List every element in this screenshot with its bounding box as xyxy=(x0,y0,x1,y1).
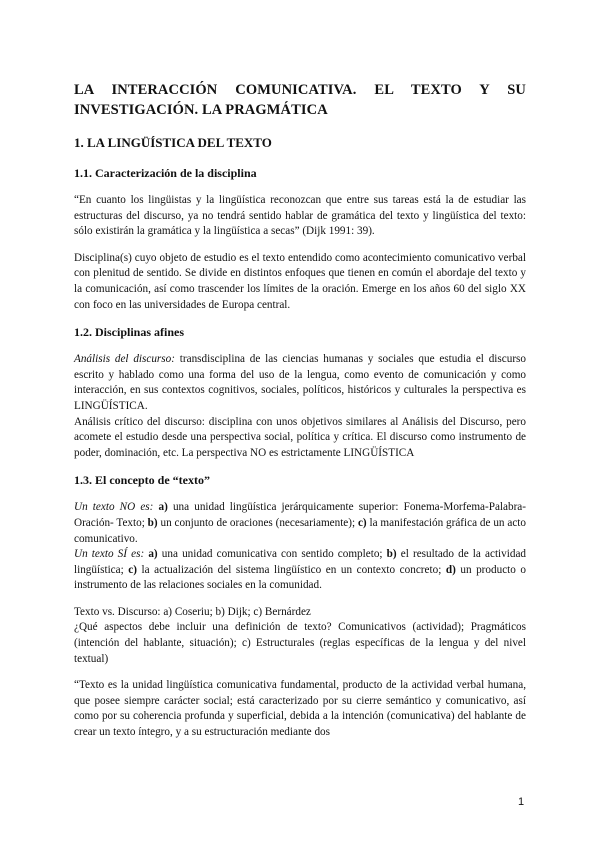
item-marker: a) xyxy=(158,501,168,514)
item-text: el resultado de la actividad lingüística; xyxy=(74,548,527,576)
item-marker: b) xyxy=(386,548,397,561)
item-marker: d) xyxy=(445,563,456,576)
critical-discourse-paragraph: Análisis crítico del discurso: disciplina con unos objetivos similares al Análisis del Discurso, pero acomete el estudio desde una perspectiva social, política y crítica. El discurso como instrumento de poder, dominación, etc. La perspectiva NO es estrictamente LINGÜÍSTICA xyxy=(74,415,526,459)
discourse-analysis-paragraph xyxy=(74,352,526,414)
item-marker: c) xyxy=(128,563,137,576)
section-1-1-heading: 1.1. Caracterización de la disciplina xyxy=(74,166,257,180)
text-is-not-label: Un texto NO es: xyxy=(74,501,154,514)
item-marker: c) xyxy=(357,516,367,529)
page-number: 1 xyxy=(518,796,525,808)
item-text: una unidad lingüística jerárquicamente superior: Fonema-Morfema-Palabra-Oración- Texto; xyxy=(74,501,526,529)
item-marker: b) xyxy=(147,516,158,529)
section-1-3-heading: 1.3. El concepto de “texto” xyxy=(74,473,210,488)
document-title xyxy=(74,80,526,120)
section-1-2-heading: 1.2. Disciplinas afines xyxy=(74,325,185,340)
quote-dijk: “En cuanto los lingüistas y la lingüística reconozcan que entre sus tareas está la de estudiar las estructuras del discurso, ya no tendrá sentido hablar de gramática del texto y lingüística del texto: sólo existirán la gramática y la lingüística a secas” (Dijk 1991: 39). xyxy=(74,194,526,238)
item-marker: a) xyxy=(148,548,158,561)
item-text: la manifestación gráfica de un acto comunicativo. xyxy=(74,516,526,545)
definition-question: ¿Qué aspectos debe incluir una definición de texto? Comunicativos (actividad); Pragmáticos (intención del hablante, situación); c) Estructurales (reglas específicas de la lengua y del nivel textual) xyxy=(74,621,526,665)
text-is-label: Un texto SÍ es: xyxy=(74,548,145,561)
title-line-2: INVESTIGACIÓN. LA PRAGMÁTICA xyxy=(74,102,328,118)
text-is-not-paragraph xyxy=(74,500,526,547)
title-line-1: LA INTERACCIÓN COMUNICATIVA. EL TEXTO Y SU xyxy=(74,82,526,98)
text-definition-quote: “Texto es la unidad lingüística comunicativa fundamental, producto de la actividad verbal humana, que posee siempre carácter social; está caracterizado por su cierre semántico y comunicativo, así como por su coherencia profunda y superficial, debida a la intención (comunicativa) del hablante de crear un texto íntegro, y a su estructuración mediante dos xyxy=(74,679,526,739)
section-1-heading: 1. LA LINGÜÍSTICA DEL TEXTO xyxy=(74,135,272,150)
discourse-analysis-definition: transdisciplina de las ciencias humanas y sociales que estudia el discurso escrito y hablado como una forma del uso de la lengua, como evento de comunicación y como interacción, en sus contextos cognitivos, sociales, políticos, históricos y culturales la perspectiva es LINGÜÍSTICA. xyxy=(74,353,526,412)
item-text: un producto o instrumento de las relaciones sociales en la comunidad. xyxy=(74,563,526,592)
page-content xyxy=(74,80,526,741)
item-text: una unidad comunicativa con sentido completo; xyxy=(157,548,387,561)
discipline-paragraph: Disciplina(s) cuyo objeto de estudio es el texto entendido como acontecimiento comunicativo verbal con plenitud de sentido. Se divide en distintos enfoques que tienen en común el abordaje del texto y la comunicación, así como trascender los límites de la oración. Emerge en los años 60 del siglo XX con foco en las universidades de Europa central. xyxy=(74,251,526,311)
item-text: la actualización del sistema lingüístico en un contexto concreto; xyxy=(136,563,446,576)
item-text: un conjunto de oraciones (necesariamente); xyxy=(157,516,358,529)
text-vs-discourse: Texto vs. Discurso: a) Coseriu; b) Dijk; c) Bernárdez xyxy=(74,605,311,618)
discourse-analysis-term: Análisis del discurso: xyxy=(74,353,175,366)
text-is-paragraph xyxy=(74,547,526,594)
